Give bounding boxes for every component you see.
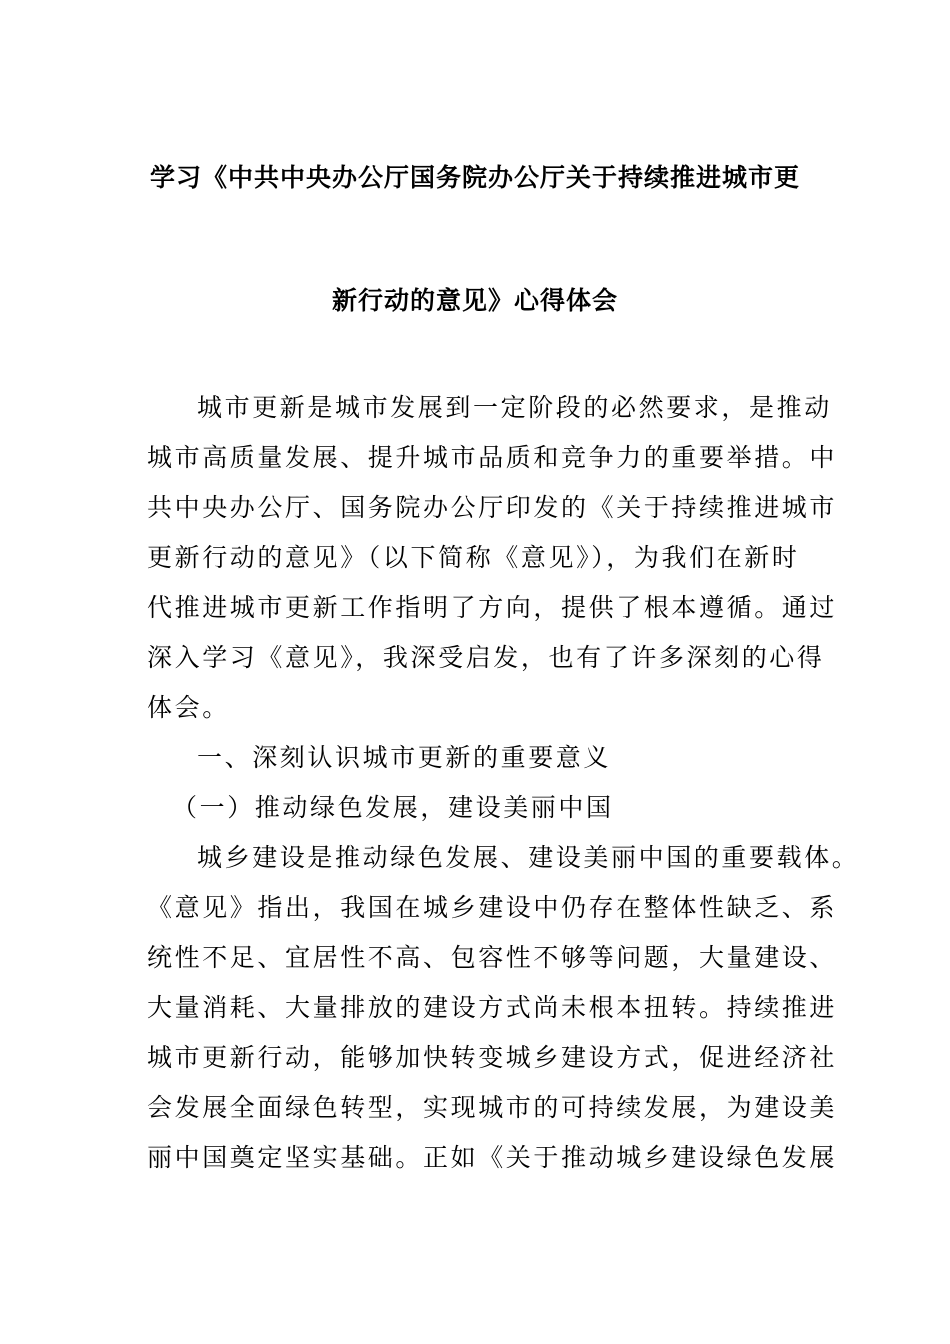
paragraph-2-line-6: 会发展全面绿色转型，实现城市的可持续发展，为建设美: [147, 1093, 838, 1122]
paragraph-1-line-4: 更新行动的意见》（以下简称《意见》），为我们在新时: [147, 543, 800, 572]
paragraph-1-line-6: 深入学习《意见》，我深受启发，也有了许多深刻的心得: [147, 643, 825, 672]
paragraph-2-line-5: 城市更新行动，能够加快转变城乡建设方式，促进经济社: [147, 1043, 838, 1072]
paragraph-2-line-1: 城乡建设是推动绿色发展、建设美丽中国的重要载体。: [197, 843, 860, 872]
paragraph-2-line-4: 大量消耗、大量排放的建设方式尚未根本扭转。持续推进: [147, 993, 838, 1022]
paragraph-2-line-2: 《意见》指出，我国在城乡建设中仍存在整体性缺乏、系: [147, 893, 838, 922]
subsection-heading-1: （一）推动绿色发展，建设美丽中国: [172, 793, 614, 822]
paragraph-1-line-5: 代推进城市更新工作指明了方向，提供了根本遵循。通过: [147, 593, 838, 622]
paragraph-2-line-3: 统性不足、宜居性不高、包容性不够等问题，大量建设、: [147, 943, 838, 972]
paragraph-1-line-3: 共中央办公厅、国务院办公厅印发的《关于持续推进城市: [147, 493, 838, 522]
section-heading-1: 一、深刻认识城市更新的重要意义: [197, 743, 612, 772]
paragraph-1-line-7: 体会。: [147, 693, 230, 722]
paragraph-1-line-1: 城市更新是城市发展到一定阶段的必然要求，是推动: [197, 393, 832, 422]
document-title-line-1: 学习《中共中央办公厅国务院办公厅关于持续推进城市更: [149, 163, 800, 192]
paragraph-2-line-7: 丽中国奠定坚实基础。正如《关于推动城乡建设绿色发展: [147, 1143, 838, 1172]
paragraph-1-line-2: 城市高质量发展、提升城市品质和竞争力的重要举措。中: [147, 443, 838, 472]
document-title-line-2: 新行动的意见》心得体会: [331, 286, 618, 315]
